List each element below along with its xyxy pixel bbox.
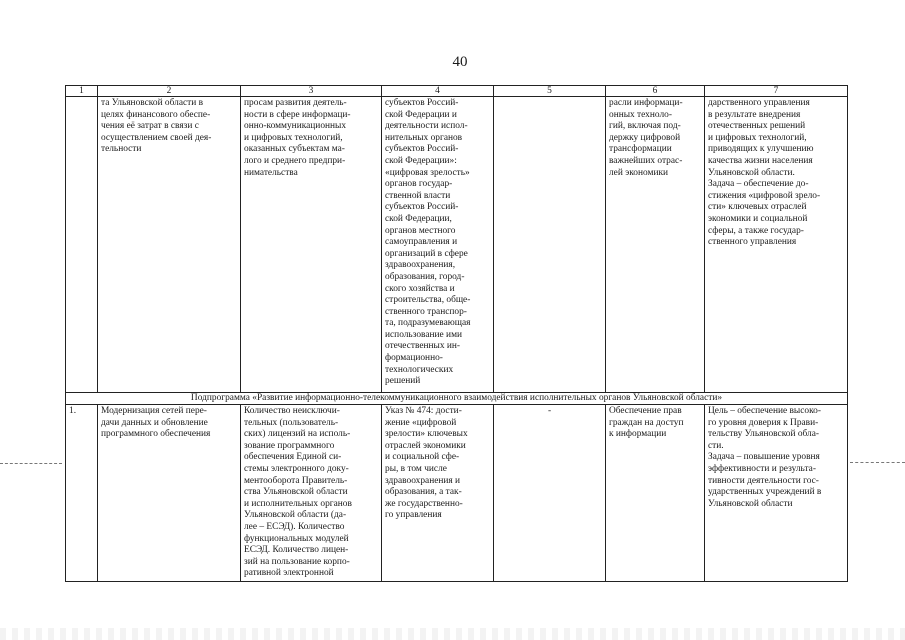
column-number: 4 <box>382 86 494 97</box>
table-row <box>66 97 848 393</box>
column-number: 7 <box>705 86 848 97</box>
scan-mark-line <box>0 463 62 464</box>
column-number-row <box>66 86 848 97</box>
table-cell: Модернизация сетей пере- дачи данных и обновление программного обеспечения <box>98 405 241 582</box>
table-row <box>66 405 848 582</box>
table-cell <box>66 97 98 393</box>
subprogram-title: Подпрограмма «Развитие информационно-телекоммуникационного взаимодействия исполнительных органов Ульяновской области» <box>66 393 848 405</box>
table-cell <box>494 97 606 393</box>
program-table <box>65 85 848 582</box>
scan-mark-line <box>850 462 905 463</box>
table-cell: дарственного управления в результате внедрения отечественных решений и цифровых технологий, приводящих к улучшению качества жизни населения Ульяновской области. Задача – обеспечение до- стижения «цифровой зрело- сти» ключевых отраслей экономики и социальной сферы, а также государ- ственного управления <box>705 97 848 393</box>
table-cell: та Ульяновской области в целях финансового обеспе- чения её затрат в связи с осуществлением своей дея- тельности <box>98 97 241 393</box>
table-cell: - <box>494 405 606 582</box>
column-number: 6 <box>606 86 705 97</box>
table-cell: Обеспечение прав граждан на доступ к информации <box>606 405 705 582</box>
table-cell: просам развития деятель- ности в сфере информаци- онно-коммуникационных и цифровых технологий, оказанных субъектам ма- лого и среднего предпри- нимательства <box>241 97 382 393</box>
column-number: 3 <box>241 86 382 97</box>
page-number: 40 <box>452 54 468 70</box>
table-cell: Количество неисключи- тельных (пользователь- ских) лицензий на исполь- зование программного обеспечения Единой си- стемы электронного доку- ментооборота Правитель- ства Ульяновской области и исполнительных органов Ульяновской области (да- лее – ЕСЭД). Количество функциональных модулей ЕСЭД. Количество лицен- зий на пользование корпо- ративной электронной <box>241 405 382 582</box>
table-cell: Цель – обеспечение высоко- го уровня доверия к Прави- тельству Ульяновской обла- сти. Задача – повышение уровня эффективности и результа- тивности деятельности гос- ударственных учреждений в Ульяновской области <box>705 405 848 582</box>
column-number: 5 <box>494 86 606 97</box>
subprogram-row <box>66 393 848 405</box>
column-number: 2 <box>98 86 241 97</box>
scan-edge <box>0 628 905 640</box>
table-cell: Указ № 474: дости- жение «цифровой зрелости» ключевых отраслей экономики и социальной сфе- ры, в том числе здравоохранения и образования, а так- же государственно- го управления <box>382 405 494 582</box>
table-cell: расли информаци- онных техноло- гий, включая под- держку цифровой трансформации важнейших отрас- лей экономики <box>606 97 705 393</box>
table-cell: субъектов Россий- ской Федерации и деятельности испол- нительных органов субъектов Россий- ской Федерации»: «цифровая зрелость» органов государ- ственной власти субъектов Россий- ской Федерации, органов местного самоуправления и организаций в сфере здравоохранения, образования, город- ского хозяйства и строительства, обще- ственного транспор- та, подразумевающая использование ими отечественных ин- формационно- технологических решений <box>382 97 494 393</box>
table-cell: 1. <box>66 405 98 582</box>
column-number: 1 <box>66 86 98 97</box>
